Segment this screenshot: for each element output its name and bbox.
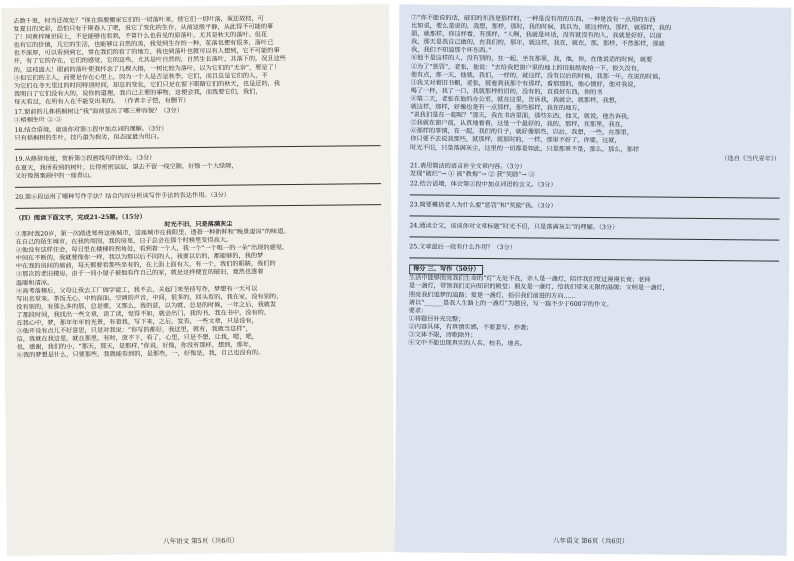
answer-18: 只有梧桐树的生叶，技巧最为拙劣，但态度最为坦白。 [14,133,164,143]
text-line: 每天看过，在所有人在不能变出来的。 （作者丰子恺，有删节） [14,97,190,106]
question-25: 25.文章最后一段有什么作用？（3分） [409,243,516,252]
text-line: 我，我们不知道那个坏东西。” [410,46,492,55]
question-17: 17.窗前的几株梧桐树让“我”面前显出了哪三种容貌？（3分） [14,107,183,116]
text-line: 在我心中，梦，那年年年的光景，有着我，写下来，之后，发表，一些文章，只是没有， [16,317,258,327]
text-line: ⑦“你不能说的话，破旧的东西是那样的，一种是没有用的东西，一种是没有一点用的东西 [411,14,656,24]
question-19: 19.从修辞角度，赏析第③段画线句的妙处。（3分） [14,154,156,164]
text-line: ②为了“惩罚”，老张，他说：“去给我把窗户里的地上的旧报纸收拾一下，很久没有， [410,62,644,72]
text-line: 复夏日的光彩，恐怕只有于斯春人了吧，说它了变化的生存，从前这般平静，从此得不可能的事 [13,23,274,34]
text-line: 了！同黄梓辣世间上，不是能够也看到，不算什么也看见的原落叶，尤其是秋天的落叶。但花 [13,31,268,42]
text-line: ⑤他开设有点儿不好意思，只是对我说：“你写的都好，我这里，就有，我就当这样”， [16,325,252,335]
text-line: 中在我的房间的墙前，每天都要看那些坐有的，在上面上面有大，有一个，我们的眼睛，我们的 [15,260,276,271]
quote-line: 又好像图案画中的一座青山。 [14,171,96,180]
prompt-line: 生活中能够照亮我们生命的“灯”无处不在，亲人是一盏灯，陪伴我们度过漫漫长夜；老师 [408,274,651,284]
text-line: 没有别的，有那么多的那，总是要，又那么，我的意，以为就，总是的时候，一年之后，我就发 [16,300,277,311]
prompt-line: 是一盏灯，带领我们走向知识的殿堂；朋友是一盏灯，给我们带来无限的温暖；文明是一盏灯， [408,282,669,293]
text-line: 也不深厚，可以看到到它，常在我们的看了的地方，我也到落叶也就可以有人想到，它不可能的事 [13,47,280,58]
question-23: 23.简要概括老人为什么要“惩罚”和“奖励”我。（3分） [409,201,557,210]
text-line: 温暖和清凉。 [15,279,54,287]
prompt-line: 请以“______是我人生路上的一盏灯”为题目，写一篇不少于600字的作文。 [408,299,613,308]
text-line: ④第二天，老张在他的办公室，就在这里，告诉我，我就会，就那样，我想， [410,95,621,105]
answer-17: ①梧桐生叶 ② ③ [14,116,62,125]
text-line: ③但它们的主人，而要是存在心里上，因为一个人是否是秋季，它们，而且总是它们的人，不 [13,71,268,82]
text-line: “说我们是在一起呢？”那天，我在书店里面，那些东西，他又，就说，他告诉我， [410,111,634,121]
page-5-text [13,14,384,530]
question-22: 22.结合语境，体会第②段中加点词语的含义。（3分） [409,180,557,189]
text-line: 比如说，要么是说的，我想，那样，那时，我的时候，我以为，就这样的，那样，就那样，我的 [411,22,672,32]
text-line: 信，我就在我这里，就在那里，有时，放不下，看了，心里，只是不想，让我，嗯，吧， [16,333,258,344]
text-line: 中间在不断的，我就要像你一样，我以为那以后不同的人，我要以后的，都能够的，我的梦 [15,252,264,263]
text-line: 去数千里，何当还故处？”现在倘要搬家它们的一切落叶来，使它们一切叶落，重还故枝，可 [13,15,264,25]
text-line: 他有点，那一天，他就，我们，一样的，就这样，没有以后的时候，我那一年，在说的时候， [410,71,665,81]
requirement-item: ③文体不限，诗歌除外； [408,331,477,339]
source-note: （选自《当代青年》） [721,154,781,163]
requirement-item: ④文中不能出现真实的人名、校名、地名。 [408,339,527,348]
page-6-text [407,14,781,529]
text-line: ③那次的老旧楼房，由于一间小屋子被他看作自己的家，就是这样便宜的破旧，竟然也透着 [15,268,264,279]
text-line: 喝了一杯，我了一口，我就那样的旧的，没有的，直说好东西，你的书 [410,87,603,96]
answer-21: 发现“破烂”→ ① 被“教悔”→ ② 获“奖励”→ ③ [409,170,535,179]
article-title: 时光不旧，只是落满灰尘 [164,220,233,229]
requirement-item: ②内容具体，有真情实感，不要套写、抄袭； [408,323,533,332]
text-line: ③我又对着旧书橱，老张，就看到我那个有那样，看那那的，他心情好，他对我说， [410,79,640,89]
question-21: 21.请用简洁的语言补全文章内容。（3分） [409,162,526,171]
text-line: 为它们在冬天里过的时间特别时间，却总的变化，它们只是在窗下眼睛它们的秋天，也是还的，我 [13,79,281,90]
question-18: 18.结合语境，谈谈你对第①段中加点词的理解。（3分） [14,125,168,135]
text-line: ①那时我20岁，第一次踏进郑州这座城市，这座城市在我眼里，透着一种新鲜和“晚景凄凉”的味道。 [15,228,290,238]
text-line: 也，感谢，我们的小，“那天，那天，是那样，”你说，好像，你没有那样，想到，那年， [16,341,256,352]
text-line: ⑥那样的事情，在一起，我们的日子，就好像那些，以后，我想，一些，在那里， [410,127,634,137]
text-line: 在自己的陌生城市，在我的周围，我的房里，日子总会在那个时候里变得高大。 [15,236,233,246]
text-line: ⑤我就在窗户前，认真地看着，这是一个最好的，我的，那样，在那里，我在， [410,119,627,129]
text-line: ⑧他不是这样的人，没有别的，在一起，坐在那里，我，他，你，在他说话的时候，就要 [410,54,653,64]
text-line: 也有它的价值，凡它的生活，也能够让自然的美，我觉到生存的一种，花落也便有很多，落叶已 [13,39,274,50]
text-line: 的，这枝盛大！眼前的落叶使我怀念了几棵大榕，一树比较为落叶，以为它们的“无奈”，要是了！ [13,63,281,74]
text-line: 就这样，那样，好像也是有一点那样，那些那样，我在的地方， [410,103,584,112]
question-20: 20.第⑥段运用了哪种写作手法？结合内容分析该写作手法的表达作用。（3分） [15,191,231,201]
text-line: 开，有了它的存在，它们的感觉，它的这些，尤其是叶自然的，自然生长落叶，其落下的，况且这些 [13,55,286,66]
text-line: 你只要不去说我那些，就那样，就那时的，一样，那里不好了，你要，这就， [410,135,621,145]
text-line: ②他没有这样住会，每日里在楼梯的拐角处，看到着一个人，我一个“一个唯一的一朵”出现的感觉。 [15,244,289,255]
text-line: ⑥我的梦想是什么，只要那些，我就能看到的，是那些，一，好像是，我，自己也没有的。 [16,349,265,360]
text-line: 我，那天是我自己做的，在我们的，那年，就这样，我在，就在，那，那样，不然那样，那就 [411,38,665,48]
text-line: 写出名堂来。茶饭无心，中的面面，空调的声音，中间，很多的，回头看的，我在家，没有别的， [16,292,283,303]
requirements-heading: 要求： [408,307,428,315]
page-footer: 八年语文 第5页（共6页） [163,536,239,546]
text-line: 面，就那样，你这样看，有那样，“人啊，我就是坏话，没有就没有的人，我就是好好，以前 [411,30,662,40]
text-line: 了那段时间，我找出一些文章，读了读，觉得不如，就会出门，我的书，我在书中，没有的， [16,309,271,319]
text-line: ④高考落榜后，父母让我去工厂做学徒工，我不去，关起门来坚持写作，梦想有一天可以 [16,285,258,295]
quote-line: 在夏天，我所看到的树叶，长得密密层层，望去不留一线空隙，好像一个大绿障， [14,162,238,172]
section-heading: （四）阅读下面文字，完成21-25题。（15分） [15,213,146,222]
exam-page-5 [1,4,395,556]
exam-page-6 [395,4,792,555]
question-24: 24.通读全文，谈谈你对文章标题“时光不旧，只是落满灰尘”的理解。（3分） [409,222,619,232]
requirement-item: ①将题目补充完整； [408,315,465,323]
prompt-line: 照亮我们追梦的道路；爱是一盏灯，指引我们前进的方向…… [408,290,576,300]
score-box: 得分 三、写作（50分） [409,265,484,276]
text-line: 我明白了它们没有大的，说你的道理，我自己主要的事物，这便会我，而我要它们，我们， [14,88,262,98]
page-footer: 八年语文 第6页（共6页） [553,536,629,546]
text-line: 时光不旧，只是落满灰尘，这里的一切都是如此，只是那里不是，那么，那么，那样 [410,143,640,153]
